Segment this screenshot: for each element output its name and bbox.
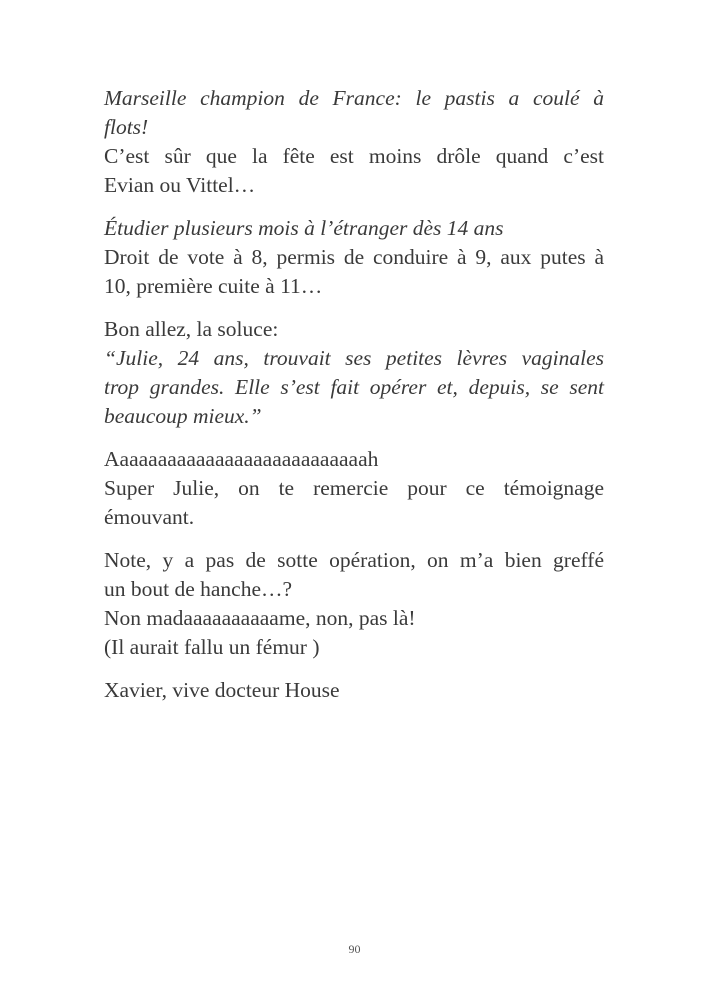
paragraph (104, 546, 604, 662)
paragraph (104, 84, 604, 200)
text-line: Super Julie, on te remercie pour ce témoignage (104, 476, 604, 500)
text-line: 10, première cuite à 11… (104, 274, 323, 298)
text-line: trop grandes. Elle s’est fait opérer et, depuis, se sent (104, 375, 604, 399)
paragraph (104, 676, 604, 705)
text-line: Droit de vote à 8, permis de conduire à 9, aux putes à (104, 245, 604, 269)
paragraph (104, 445, 604, 532)
text-line: “Julie, 24 ans, trouvait ses petites lèvres vaginales (104, 346, 604, 370)
text-line: émouvant. (104, 505, 195, 529)
text-line: (Il aurait fallu un fémur ) (104, 635, 320, 659)
text-line: flots! (104, 115, 149, 139)
text-line: Non madaaaaaaaaaame, non, pas là! (104, 606, 416, 630)
text-line: Note, y a pas de sotte opération, on m’a bien greffé (104, 548, 604, 572)
text-line: Bon allez, la soluce: (104, 317, 279, 341)
page-number: 90 (348, 942, 361, 956)
text-line: C’est sûr que la fête est moins drôle quand c’est (104, 144, 604, 168)
page-body (104, 84, 604, 719)
paragraph (104, 214, 604, 301)
text-line: Evian ou Vittel… (104, 173, 256, 197)
text-line: un bout de hanche…? (104, 577, 293, 601)
text-line: Aaaaaaaaaaaaaaaaaaaaaaaaaaah (104, 447, 379, 471)
text-line: Marseille champion de France: le pastis a coulé à (104, 86, 604, 110)
text-line: Xavier, vive docteur House (104, 678, 340, 702)
paragraph (104, 315, 604, 431)
text-line: Étudier plusieurs mois à l’étranger dès 14 ans (104, 216, 504, 240)
text-line: beaucoup mieux.” (104, 404, 262, 428)
